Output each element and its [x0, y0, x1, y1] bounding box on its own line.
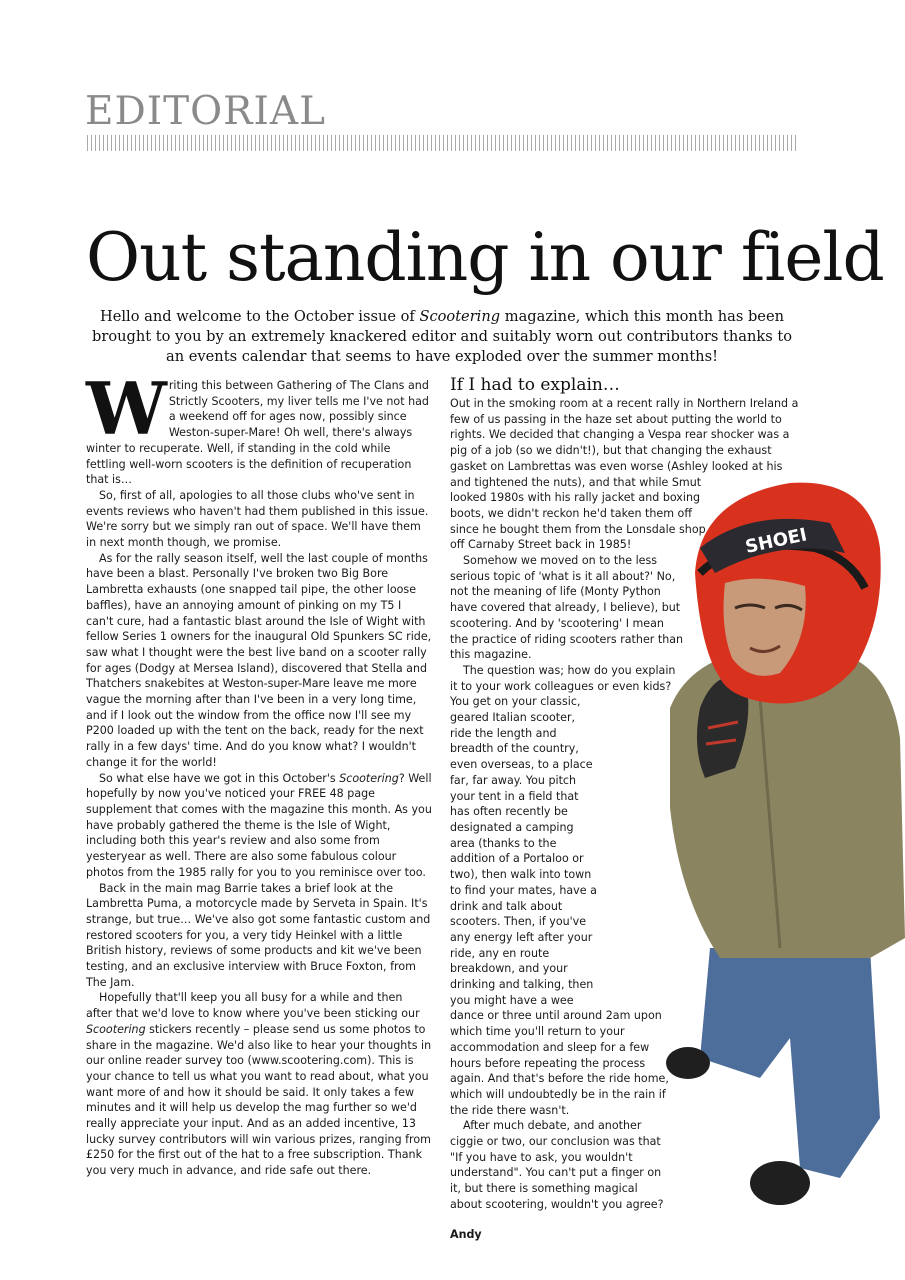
right-boot — [750, 1161, 810, 1205]
headline: Out standing in our field — [86, 219, 884, 296]
paragraph — [86, 771, 432, 881]
editor-photo — [640, 478, 905, 1218]
section-label: EDITORIAL — [85, 89, 326, 134]
paragraph: Back in the main mag Barrie takes a brief look at the Lambretta Puma, a motorcycle made by Serveta in Spain. It's strange, but true… We've also got some fantastic custom and restored scooters for you, a very tidy Heinkel with a little British history, reviews of some products and kit we've been testing, and an exclusive interview with Bruce Foxton, from The Jam. — [86, 881, 431, 989]
paragraph — [86, 366, 432, 488]
paragraph: After much debate, and another ciggie or two, our conclusion was that "If you have to ask, you wouldn't understand". You can't put a finger on it, but there is something magical about scootering, wouldn't you agree? — [450, 1119, 664, 1211]
drop-cap: W — [86, 366, 164, 451]
paragraph: So, first of all, apologies to all those clubs who've sent in events reviews who haven't had them published in this issue. We're sorry but we simply ran out of space. We'll have them in next month though, we promise. — [86, 488, 429, 550]
section-rule — [87, 135, 799, 151]
paragraph: As for the rally season itself, well the last couple of months have been a blast. Personally I've broken two Big Bore Lambretta exhausts (one snapped tail pipe, the other loose baffles), have an annoying amount of pinking on my T5 I can't cure, had a fantastic blast around the Isle of Wight with fellow Series 1 owners for the inaugural Old Spunkers SC ride, saw what I thought were the best live band on a scooter rally for ages (Dodgy at Mersea Island), discovered that Stella and Thatchers snakebites at Weston-super-Mare leave me more vague the morning after than I've been in a very long time, and if I look out the window from the office now I'll see my P200 loaded up with the tent on the back, ready for the next rally in a few days' time. And do you know what? I wouldn't change it for the world! — [86, 551, 432, 769]
standfirst-magazine-name: Scootering — [419, 308, 501, 325]
paragraph-text: riting this between Gathering of The Clans and Strictly Scooters, my liver tells me I've not had a weekend off for ages now, possibly since Weston-super-Mare! Oh well, there's always winter to recuperate. Well, if standing in the cold while fettling well-worn scooters is the definition of recuperation that is… — [86, 379, 429, 487]
paragraph: The question was; how do you explain it to your work colleagues or even kids? You get on your classic, geared Italian scooter, ride the length and breadth of the country, even overseas, to a place far, far away. You pitch your tent in a field that has often recently be designated a camping area (thanks to the addition of a Portaloo or two), then walk into town to find your mates, have a drink and talk about scooters. Then, if you've any energy left after your ride, any en route breakdown, and your drinking and talking, then you might have a wee dance or three until around 2am upon which time you'll return to your accommodation and sleep for a few hours before repeating the process again. And that's before the ride home, which will undoubtedly be in the rain if the ride there wasn't. — [450, 663, 676, 1117]
helmet-brand: SHOEI — [743, 524, 809, 558]
paragraph-text: Hopefully that'll keep you all busy for a while and then after that we'd love to know where you've been sticking our — [86, 991, 420, 1021]
paragraph — [86, 990, 432, 1178]
signature: Andy — [450, 1227, 482, 1241]
paragraph-text: stickers recently – please send us some photos to share in the magazine. We'd also like to hear your thoughts in our online reader survey too (www.scootering.com). This is your chance to tell us what you want to read about, what you want more of and how it should be said. It only takes a few minutes and it will help us develop the mag further so we'd really appreciate your input. And as an added incentive, 13 lucky survey contributors will win various prizes, ranging from £250 for the first out of the hat to a free subscription. Thank you very much in advance, and ride safe out there. — [86, 1022, 432, 1178]
magazine-name: Scootering — [86, 1022, 146, 1036]
paragraph: Out in the smoking room at a recent rally in Northern Ireland a few of us passing in the haze set about putting the world to rights. We decided that changing a Vespa rear shocker was a pig of a job (so we didn't!), but that changing the exhaust gasket on Lambrettas was even worse (Ashley looked at his and tightened the nuts), and that while Smut looked 1980s with his rally jacket and boxing boots, we didn't reckon he'd taken them off since he bought them from the Lonsdale shop off Carnaby Street back in 1985! — [450, 397, 799, 552]
standfirst-text-b: magazine, which this month has been brought to you by an extremely knackered editor and suitably worn out contributors thanks to an events calendar that seems to have exploded over the summer months! — [92, 308, 792, 365]
subheading: If I had to explain… — [450, 375, 620, 395]
magazine-name: Scootering — [339, 771, 399, 785]
paragraph: Somehow we moved on to the less serious topic of 'what is it all about?' No, not the meaning of life (Monty Python have covered that already, I believe), but scootering. And by 'scootering' I mean the practice of riding scooters rather than this magazine. — [450, 554, 684, 662]
left-column — [86, 366, 432, 1179]
standfirst — [86, 307, 798, 367]
standfirst-text-a: Hello and welcome to the October issue of — [100, 308, 420, 325]
jeans — [700, 948, 880, 1178]
paragraph-text: So what else have we got in this October's — [99, 771, 340, 785]
left-boot — [666, 1047, 710, 1079]
paragraph-text: ? Well hopefully by now you've noticed your FREE 48 page supplement that comes with the magazine this month. As you have probably gathered the theme is the Isle of Wight, including both this year's review and also some from yesteryear as well. There are also some fabulous colour photos from the 1985 rally for you to you reminisce over too. — [86, 771, 432, 879]
